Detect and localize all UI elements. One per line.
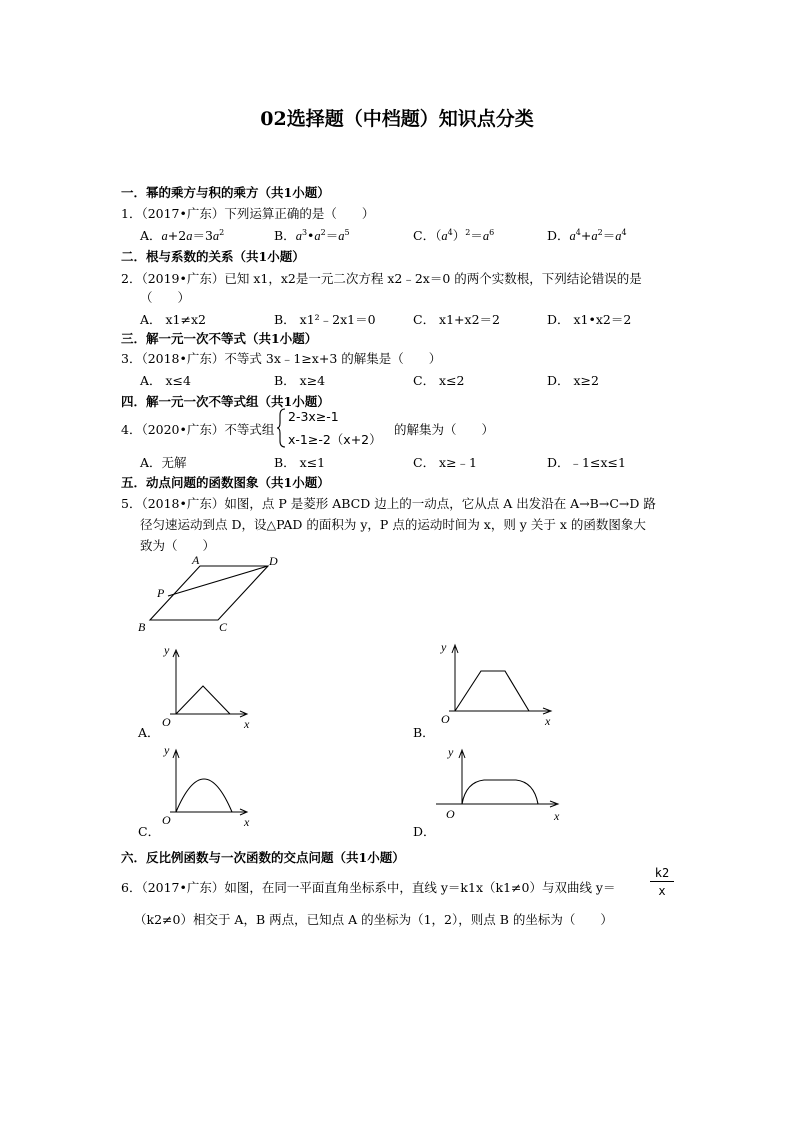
question-6-line-2: （k2≠0）相交于 A，B 两点，已知点 A 的坐标为（1，2），则点 B 的坐标为（ ） xyxy=(134,912,613,927)
q4-option-c: C． x≥﹣1 xyxy=(413,455,478,470)
question-3: 3．（2018•广东）不等式 3x﹣1≥x+3 的解集是（ ） xyxy=(121,351,442,366)
q5-option-c: C． xyxy=(138,824,161,839)
section-heading-2: 二．根与系数的关系（共1小题） xyxy=(121,249,305,264)
q3-option-b: B． x≥4 xyxy=(274,373,326,388)
inequality-line-1: 2-3x≥-1 xyxy=(288,409,339,424)
q5-option-b: B． xyxy=(413,725,435,740)
section-heading-6: 六．反比例函数与一次函数的交点问题（共1小题） xyxy=(121,850,405,865)
question-5-line-2: 径匀速运动到点 D，设△PAD 的面积为 y，P 点的运动时间为 x，则 y 关于 x 的函数图象大 xyxy=(140,517,646,532)
graph-c-origin-label: O xyxy=(162,813,171,827)
q4-option-a: A．无解 xyxy=(140,455,187,470)
question-4: 4．（2020•广东）不等式组 xyxy=(121,422,275,437)
vertex-label-a: A xyxy=(192,553,200,567)
graph-a xyxy=(150,640,260,730)
graph-a-y-label: y xyxy=(164,643,170,657)
section-heading-1: 一．幂的乘方与积的乘方（共1小题） xyxy=(121,185,330,200)
q1-option-c: C．$(a^4)^2=a^6$ xyxy=(413,227,495,243)
q5-option-d: D． xyxy=(413,824,436,839)
question-1: 1．（2017•广东）下列运算正确的是（ ） xyxy=(121,206,375,221)
graph-d-x-label: x xyxy=(554,809,560,823)
graph-d-y-label: y xyxy=(448,745,454,759)
vertex-label-c: C xyxy=(219,620,228,634)
section-heading-5: 五．动点问题的函数图象（共1小题） xyxy=(121,475,330,490)
q3-option-c: C． x≤2 xyxy=(413,373,465,388)
inequality-line-2: x-1≥-2（x+2） xyxy=(288,432,382,447)
rhombus-figure xyxy=(130,553,290,635)
q3-option-d: D． x≥2 xyxy=(547,373,599,388)
graph-a-x-label: x xyxy=(244,717,250,730)
section-heading-3: 三．解一元一次不等式（共1小题） xyxy=(121,331,318,346)
fraction-denominator: x xyxy=(658,884,666,898)
q5-option-a: A． xyxy=(138,725,160,740)
question-5-line-1: 5．（2018•广东）如图，点 P 是菱形 ABCD 边上的一动点，它从点 A 出发沿在 A→B→C→D 路 xyxy=(121,496,656,511)
q4-option-d: D．﹣1≤x≤1 xyxy=(547,455,626,470)
graph-d xyxy=(432,742,567,832)
q2-option-b: B． x1²﹣2x1＝0 xyxy=(274,312,376,327)
q4-option-b: B． x≤1 xyxy=(274,455,326,470)
q3-option-a: A． x≤4 xyxy=(140,373,191,388)
question-4-end: 的解集为（ ） xyxy=(394,422,495,437)
question-6-line-1: 6．（2017•广东）如图，在同一平面直角坐标系中，直线 y＝k1x（k1≠0）与双曲线 y＝ xyxy=(121,880,616,895)
point-label-p: P xyxy=(157,586,165,600)
q1-option-d: D．$a^4+a^2=a^4$ xyxy=(547,227,627,243)
graph-c xyxy=(150,738,260,830)
brace-icon xyxy=(276,408,286,448)
graph-a-origin-label: O xyxy=(162,715,171,729)
graph-b-x-label: x xyxy=(545,714,551,728)
q1-option-b: B．$a^3•a^2=a^5$ xyxy=(274,227,350,243)
vertex-label-d: D xyxy=(269,554,278,568)
graph-b xyxy=(425,635,560,730)
q2-option-c: C． x1+x2＝2 xyxy=(413,312,500,327)
section-heading-4: 四．解一元一次不等式组（共1小题） xyxy=(121,394,330,409)
graph-c-y-label: y xyxy=(164,743,170,757)
graph-d-origin-label: O xyxy=(446,807,455,821)
fraction xyxy=(650,866,674,898)
graph-b-y-label: y xyxy=(441,640,447,654)
q1-option-a: A．$a+2a=3a^2$ xyxy=(140,227,225,243)
q2-option-d: D． x1•x2＝2 xyxy=(547,312,632,327)
page-title: 02选择题（中档题）知识点分类 xyxy=(260,108,534,130)
question-2-paren: （ ） xyxy=(140,290,191,305)
graph-c-x-label: x xyxy=(244,815,250,829)
fraction-numerator: k2 xyxy=(650,866,674,882)
vertex-label-b: B xyxy=(138,620,146,634)
question-2: 2．（2019•广东）已知 x1，x2是一元二次方程 x2﹣2x＝0 的两个实数根，下列结论错误的是 xyxy=(121,271,642,286)
question-5-line-3: 致为（ ） xyxy=(140,538,216,553)
q2-option-a: A． x1≠x2 xyxy=(140,312,206,327)
graph-b-origin-label: O xyxy=(441,712,450,726)
